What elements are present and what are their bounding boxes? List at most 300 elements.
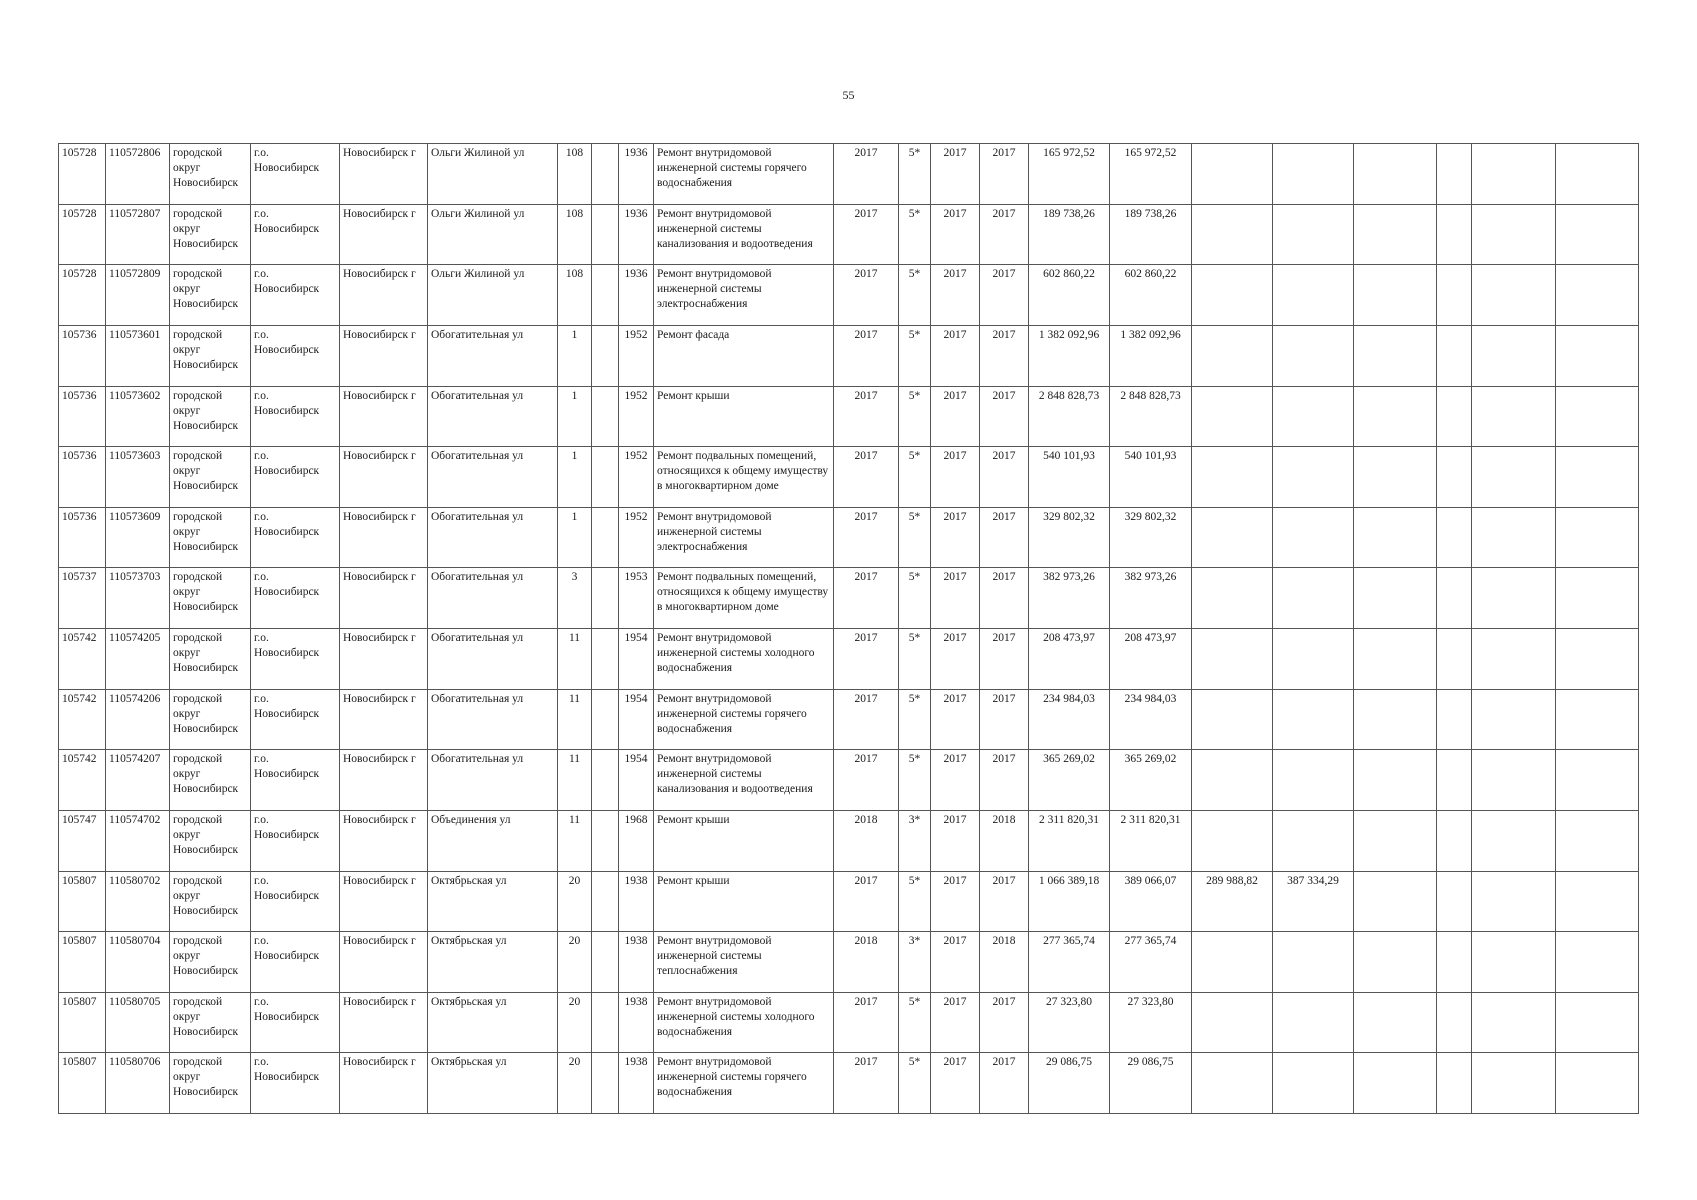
cell-start-year: 2017 (931, 871, 980, 932)
cell-municipality: городской округ Новосибирск (170, 265, 251, 326)
cell-end-year: 2017 (980, 325, 1029, 386)
cell-building (592, 507, 619, 568)
cell-funding-3 (1273, 629, 1354, 690)
cell-city: Новосибирск г (340, 1053, 428, 1114)
cell-plan-year: 2017 (834, 871, 899, 932)
cell-municipality: городской округ Новосибирск (170, 568, 251, 629)
cell-extra-1 (1437, 932, 1472, 993)
cell-municipality: городской округ Новосибирск (170, 871, 251, 932)
cell-funding-2 (1192, 144, 1273, 205)
cell-funding-2 (1192, 386, 1273, 447)
cell-total-cost: 234 984,03 (1029, 689, 1110, 750)
cell-funding-3 (1273, 750, 1354, 811)
cell-work-id: 110574206 (106, 689, 170, 750)
cell-funding-1: 2 848 828,73 (1110, 386, 1192, 447)
cell-municipality: городской округ Новосибирск (170, 750, 251, 811)
cell-funding-3 (1273, 144, 1354, 205)
cell-funding-4 (1354, 629, 1437, 690)
cell-funding-2 (1192, 447, 1273, 508)
cell-priority: 5* (899, 447, 931, 508)
cell-funding-4 (1354, 265, 1437, 326)
cell-total-cost: 2 311 820,31 (1029, 810, 1110, 871)
cell-building (592, 810, 619, 871)
cell-year-built: 1952 (619, 325, 654, 386)
cell-total-cost: 208 473,97 (1029, 629, 1110, 690)
cell-work-type: Ремонт внутридомовой инженерной системы холодного водоснабжения (654, 629, 834, 690)
cell-funding-4 (1354, 568, 1437, 629)
cell-end-year: 2017 (980, 871, 1029, 932)
cell-plan-year: 2017 (834, 629, 899, 690)
cell-city: Новосибирск г (340, 325, 428, 386)
cell-funding-2: 289 988,82 (1192, 871, 1273, 932)
cell-priority: 5* (899, 629, 931, 690)
cell-municipal-district: г.о. Новосибирск (251, 750, 340, 811)
cell-house-id: 105807 (59, 1053, 106, 1114)
cell-city: Новосибирск г (340, 689, 428, 750)
registry-table (58, 143, 1639, 1114)
cell-funding-1: 602 860,22 (1110, 265, 1192, 326)
cell-extra-2 (1472, 750, 1556, 811)
cell-funding-4 (1354, 447, 1437, 508)
cell-building (592, 1053, 619, 1114)
table-row (59, 932, 1639, 993)
cell-funding-3 (1273, 204, 1354, 265)
cell-funding-2 (1192, 1053, 1273, 1114)
cell-year-built: 1936 (619, 265, 654, 326)
cell-house-id: 105736 (59, 507, 106, 568)
cell-city: Новосибирск г (340, 750, 428, 811)
cell-work-id: 110574702 (106, 810, 170, 871)
cell-funding-2 (1192, 689, 1273, 750)
cell-work-id: 110573601 (106, 325, 170, 386)
cell-building (592, 750, 619, 811)
cell-plan-year: 2018 (834, 810, 899, 871)
cell-work-type: Ремонт внутридомовой инженерной системы электроснабжения (654, 507, 834, 568)
cell-city: Новосибирск г (340, 204, 428, 265)
cell-priority: 5* (899, 325, 931, 386)
cell-work-type: Ремонт подвальных помещений, относящихся к общему имуществу в многоквартирном доме (654, 568, 834, 629)
cell-year-built: 1938 (619, 992, 654, 1053)
cell-house-number: 11 (558, 689, 592, 750)
cell-funding-3 (1273, 992, 1354, 1053)
cell-building (592, 386, 619, 447)
table-row (59, 689, 1639, 750)
cell-funding-2 (1192, 265, 1273, 326)
cell-municipal-district: г.о. Новосибирск (251, 629, 340, 690)
cell-municipal-district: г.о. Новосибирск (251, 447, 340, 508)
table-row (59, 386, 1639, 447)
cell-funding-1: 540 101,93 (1110, 447, 1192, 508)
cell-work-type: Ремонт крыши (654, 810, 834, 871)
table-row (59, 871, 1639, 932)
cell-street: Обогатительная ул (428, 507, 558, 568)
cell-street: Обогатительная ул (428, 447, 558, 508)
cell-total-cost: 2 848 828,73 (1029, 386, 1110, 447)
cell-funding-3 (1273, 325, 1354, 386)
cell-funding-1: 2 311 820,31 (1110, 810, 1192, 871)
cell-start-year: 2017 (931, 750, 980, 811)
cell-municipal-district: г.о. Новосибирск (251, 689, 340, 750)
cell-end-year: 2018 (980, 932, 1029, 993)
cell-street: Обогатительная ул (428, 689, 558, 750)
cell-city: Новосибирск г (340, 568, 428, 629)
cell-work-id: 110580702 (106, 871, 170, 932)
cell-extra-2 (1472, 507, 1556, 568)
cell-end-year: 2017 (980, 386, 1029, 447)
cell-work-type: Ремонт крыши (654, 386, 834, 447)
cell-plan-year: 2017 (834, 992, 899, 1053)
cell-funding-4 (1354, 144, 1437, 205)
cell-street: Ольги Жилиной ул (428, 265, 558, 326)
cell-building (592, 992, 619, 1053)
cell-funding-3 (1273, 689, 1354, 750)
cell-funding-1: 27 323,80 (1110, 992, 1192, 1053)
cell-house-id: 105742 (59, 750, 106, 811)
cell-end-year: 2017 (980, 144, 1029, 205)
cell-funding-2 (1192, 932, 1273, 993)
cell-funding-3 (1273, 507, 1354, 568)
cell-street: Объединения ул (428, 810, 558, 871)
cell-building (592, 568, 619, 629)
cell-municipality: городской округ Новосибирск (170, 325, 251, 386)
cell-extra-2 (1472, 204, 1556, 265)
cell-work-type: Ремонт внутридомовой инженерной системы горячего водоснабжения (654, 1053, 834, 1114)
cell-start-year: 2017 (931, 447, 980, 508)
cell-extra-1 (1437, 992, 1472, 1053)
cell-funding-1: 329 802,32 (1110, 507, 1192, 568)
cell-extra-1 (1437, 871, 1472, 932)
table-row (59, 447, 1639, 508)
table-row (59, 204, 1639, 265)
cell-extra-1 (1437, 144, 1472, 205)
cell-extra-3 (1556, 265, 1639, 326)
cell-funding-1: 382 973,26 (1110, 568, 1192, 629)
cell-municipality: городской округ Новосибирск (170, 810, 251, 871)
cell-end-year: 2017 (980, 992, 1029, 1053)
cell-year-built: 1936 (619, 204, 654, 265)
cell-year-built: 1968 (619, 810, 654, 871)
cell-priority: 5* (899, 871, 931, 932)
cell-extra-3 (1556, 568, 1639, 629)
cell-house-number: 1 (558, 507, 592, 568)
cell-start-year: 2017 (931, 386, 980, 447)
cell-house-number: 3 (558, 568, 592, 629)
cell-plan-year: 2017 (834, 507, 899, 568)
cell-year-built: 1953 (619, 568, 654, 629)
cell-priority: 5* (899, 204, 931, 265)
cell-plan-year: 2017 (834, 447, 899, 508)
cell-work-id: 110573602 (106, 386, 170, 447)
cell-municipality: городской округ Новосибирск (170, 507, 251, 568)
cell-municipal-district: г.о. Новосибирск (251, 144, 340, 205)
cell-extra-2 (1472, 1053, 1556, 1114)
cell-work-type: Ремонт подвальных помещений, относящихся к общему имуществу в многоквартирном доме (654, 447, 834, 508)
cell-house-id: 105728 (59, 204, 106, 265)
cell-end-year: 2017 (980, 204, 1029, 265)
cell-plan-year: 2017 (834, 204, 899, 265)
cell-funding-4 (1354, 386, 1437, 447)
cell-plan-year: 2017 (834, 1053, 899, 1114)
cell-house-number: 1 (558, 447, 592, 508)
cell-house-id: 105747 (59, 810, 106, 871)
cell-work-id: 110573703 (106, 568, 170, 629)
cell-municipality: городской округ Новосибирск (170, 447, 251, 508)
cell-funding-2 (1192, 750, 1273, 811)
cell-street: Ольги Жилиной ул (428, 144, 558, 205)
cell-extra-2 (1472, 265, 1556, 326)
cell-funding-2 (1192, 568, 1273, 629)
cell-street: Обогатительная ул (428, 568, 558, 629)
cell-street: Обогатительная ул (428, 629, 558, 690)
cell-street: Обогатительная ул (428, 750, 558, 811)
cell-end-year: 2017 (980, 447, 1029, 508)
cell-total-cost: 1 066 389,18 (1029, 871, 1110, 932)
cell-municipality: городской округ Новосибирск (170, 689, 251, 750)
cell-extra-3 (1556, 629, 1639, 690)
cell-end-year: 2017 (980, 689, 1029, 750)
cell-house-id: 105807 (59, 871, 106, 932)
cell-work-type: Ремонт внутридомовой инженерной системы канализования и водоотведения (654, 204, 834, 265)
cell-funding-4 (1354, 507, 1437, 568)
cell-start-year: 2017 (931, 1053, 980, 1114)
cell-total-cost: 27 323,80 (1029, 992, 1110, 1053)
cell-house-id: 105728 (59, 144, 106, 205)
cell-priority: 3* (899, 810, 931, 871)
cell-city: Новосибирск г (340, 810, 428, 871)
cell-start-year: 2017 (931, 204, 980, 265)
cell-work-id: 110573609 (106, 507, 170, 568)
cell-end-year: 2017 (980, 750, 1029, 811)
cell-priority: 5* (899, 1053, 931, 1114)
cell-extra-1 (1437, 750, 1472, 811)
cell-municipality: городской округ Новосибирск (170, 204, 251, 265)
cell-work-type: Ремонт фасада (654, 325, 834, 386)
cell-municipal-district: г.о. Новосибирск (251, 992, 340, 1053)
cell-building (592, 325, 619, 386)
cell-city: Новосибирск г (340, 629, 428, 690)
cell-extra-1 (1437, 447, 1472, 508)
cell-extra-3 (1556, 810, 1639, 871)
cell-priority: 5* (899, 144, 931, 205)
cell-year-built: 1952 (619, 386, 654, 447)
cell-street: Ольги Жилиной ул (428, 204, 558, 265)
cell-extra-1 (1437, 810, 1472, 871)
cell-extra-2 (1472, 144, 1556, 205)
cell-priority: 3* (899, 932, 931, 993)
cell-extra-2 (1472, 992, 1556, 1053)
cell-funding-3 (1273, 932, 1354, 993)
cell-house-number: 108 (558, 265, 592, 326)
cell-extra-1 (1437, 325, 1472, 386)
cell-house-number: 11 (558, 810, 592, 871)
cell-work-id: 110574205 (106, 629, 170, 690)
cell-house-id: 105736 (59, 386, 106, 447)
cell-city: Новосибирск г (340, 932, 428, 993)
cell-work-id: 110572806 (106, 144, 170, 205)
cell-funding-1: 29 086,75 (1110, 1053, 1192, 1114)
cell-municipality: городской округ Новосибирск (170, 144, 251, 205)
cell-start-year: 2017 (931, 507, 980, 568)
cell-extra-1 (1437, 568, 1472, 629)
cell-funding-3 (1273, 1053, 1354, 1114)
cell-year-built: 1938 (619, 871, 654, 932)
cell-start-year: 2017 (931, 629, 980, 690)
table-row (59, 265, 1639, 326)
table-row (59, 992, 1639, 1053)
cell-funding-2 (1192, 810, 1273, 871)
cell-building (592, 204, 619, 265)
cell-end-year: 2017 (980, 568, 1029, 629)
page-number: 55 (842, 88, 855, 102)
cell-priority: 5* (899, 265, 931, 326)
cell-city: Новосибирск г (340, 386, 428, 447)
cell-plan-year: 2017 (834, 750, 899, 811)
cell-priority: 5* (899, 992, 931, 1053)
cell-year-built: 1954 (619, 750, 654, 811)
cell-municipality: городской округ Новосибирск (170, 629, 251, 690)
cell-work-id: 110574207 (106, 750, 170, 811)
cell-building (592, 144, 619, 205)
cell-funding-1: 365 269,02 (1110, 750, 1192, 811)
cell-street: Обогатительная ул (428, 386, 558, 447)
cell-year-built: 1938 (619, 932, 654, 993)
cell-end-year: 2017 (980, 629, 1029, 690)
cell-priority: 5* (899, 568, 931, 629)
cell-funding-4 (1354, 932, 1437, 993)
cell-municipal-district: г.о. Новосибирск (251, 810, 340, 871)
cell-funding-4 (1354, 871, 1437, 932)
cell-municipal-district: г.о. Новосибирск (251, 871, 340, 932)
cell-municipality: городской округ Новосибирск (170, 1053, 251, 1114)
cell-end-year: 2018 (980, 810, 1029, 871)
cell-work-id: 110573603 (106, 447, 170, 508)
cell-street: Октябрьская ул (428, 871, 558, 932)
cell-building (592, 871, 619, 932)
cell-work-type: Ремонт внутридомовой инженерной системы канализования и водоотведения (654, 750, 834, 811)
table-row (59, 325, 1639, 386)
cell-start-year: 2017 (931, 325, 980, 386)
cell-house-id: 105807 (59, 992, 106, 1053)
cell-extra-3 (1556, 507, 1639, 568)
cell-total-cost: 1 382 092,96 (1029, 325, 1110, 386)
cell-funding-3 (1273, 447, 1354, 508)
cell-start-year: 2017 (931, 568, 980, 629)
cell-building (592, 689, 619, 750)
cell-total-cost: 189 738,26 (1029, 204, 1110, 265)
cell-work-type: Ремонт внутридомовой инженерной системы горячего водоснабжения (654, 144, 834, 205)
cell-funding-3 (1273, 265, 1354, 326)
cell-house-number: 20 (558, 992, 592, 1053)
cell-house-id: 105736 (59, 325, 106, 386)
cell-extra-2 (1472, 810, 1556, 871)
cell-plan-year: 2018 (834, 932, 899, 993)
cell-street: Обогатительная ул (428, 325, 558, 386)
cell-plan-year: 2017 (834, 568, 899, 629)
cell-extra-3 (1556, 992, 1639, 1053)
cell-extra-2 (1472, 447, 1556, 508)
cell-year-built: 1954 (619, 689, 654, 750)
cell-funding-2 (1192, 992, 1273, 1053)
cell-start-year: 2017 (931, 689, 980, 750)
cell-house-number: 20 (558, 932, 592, 993)
cell-extra-1 (1437, 689, 1472, 750)
cell-building (592, 447, 619, 508)
cell-city: Новосибирск г (340, 992, 428, 1053)
cell-extra-3 (1556, 325, 1639, 386)
cell-street: Октябрьская ул (428, 1053, 558, 1114)
cell-funding-1: 165 972,52 (1110, 144, 1192, 205)
cell-funding-1: 189 738,26 (1110, 204, 1192, 265)
cell-house-number: 11 (558, 629, 592, 690)
cell-work-type: Ремонт внутридомовой инженерной системы холодного водоснабжения (654, 992, 834, 1053)
cell-funding-3: 387 334,29 (1273, 871, 1354, 932)
cell-house-number: 108 (558, 144, 592, 205)
cell-work-id: 110580706 (106, 1053, 170, 1114)
cell-work-type: Ремонт внутридомовой инженерной системы горячего водоснабжения (654, 689, 834, 750)
cell-extra-3 (1556, 871, 1639, 932)
cell-extra-3 (1556, 932, 1639, 993)
cell-municipal-district: г.о. Новосибирск (251, 568, 340, 629)
cell-year-built: 1952 (619, 447, 654, 508)
cell-extra-3 (1556, 386, 1639, 447)
cell-total-cost: 382 973,26 (1029, 568, 1110, 629)
table-row (59, 144, 1639, 205)
table-row (59, 1053, 1639, 1114)
cell-house-number: 1 (558, 386, 592, 447)
cell-municipality: городской округ Новосибирск (170, 932, 251, 993)
cell-extra-1 (1437, 1053, 1472, 1114)
cell-start-year: 2017 (931, 992, 980, 1053)
table-row (59, 568, 1639, 629)
cell-funding-1: 1 382 092,96 (1110, 325, 1192, 386)
cell-end-year: 2017 (980, 265, 1029, 326)
cell-work-type: Ремонт крыши (654, 871, 834, 932)
cell-extra-3 (1556, 204, 1639, 265)
cell-funding-3 (1273, 568, 1354, 629)
cell-priority: 5* (899, 507, 931, 568)
cell-work-type: Ремонт внутридомовой инженерной системы теплоснабжения (654, 932, 834, 993)
cell-funding-4 (1354, 750, 1437, 811)
cell-extra-2 (1472, 689, 1556, 750)
cell-work-type: Ремонт внутридомовой инженерной системы электроснабжения (654, 265, 834, 326)
cell-street: Октябрьская ул (428, 992, 558, 1053)
cell-house-number: 20 (558, 1053, 592, 1114)
cell-total-cost: 602 860,22 (1029, 265, 1110, 326)
cell-building (592, 265, 619, 326)
cell-plan-year: 2017 (834, 325, 899, 386)
cell-funding-3 (1273, 386, 1354, 447)
cell-street: Октябрьская ул (428, 932, 558, 993)
cell-year-built: 1954 (619, 629, 654, 690)
cell-building (592, 932, 619, 993)
cell-priority: 5* (899, 386, 931, 447)
cell-funding-2 (1192, 204, 1273, 265)
cell-extra-2 (1472, 629, 1556, 690)
cell-extra-2 (1472, 325, 1556, 386)
cell-house-id: 105736 (59, 447, 106, 508)
cell-house-number: 108 (558, 204, 592, 265)
table-row (59, 629, 1639, 690)
cell-city: Новосибирск г (340, 871, 428, 932)
cell-funding-4 (1354, 1053, 1437, 1114)
cell-start-year: 2017 (931, 144, 980, 205)
cell-city: Новосибирск г (340, 507, 428, 568)
cell-house-id: 105737 (59, 568, 106, 629)
cell-extra-2 (1472, 932, 1556, 993)
cell-city: Новосибирск г (340, 447, 428, 508)
cell-house-number: 1 (558, 325, 592, 386)
cell-house-number: 11 (558, 750, 592, 811)
